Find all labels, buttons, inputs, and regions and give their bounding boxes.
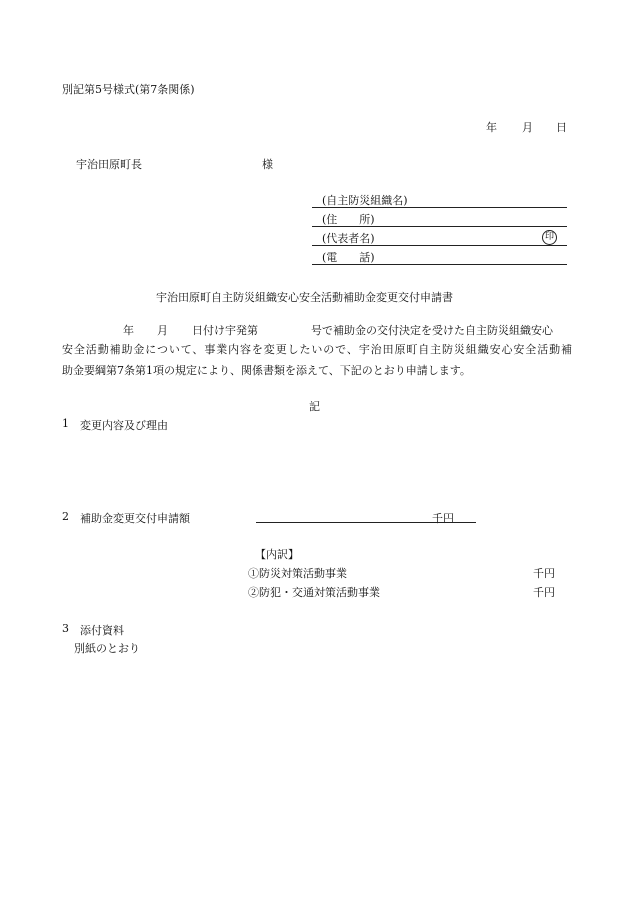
applicant-rep-label: (代表者名)	[322, 232, 375, 245]
document-title: 宇治田原町自主防災組織安心安全活動補助金変更交付申請書	[156, 291, 453, 304]
date-day: 日	[556, 121, 567, 134]
item2-unit: 千円	[432, 512, 454, 525]
body-month: 月	[157, 324, 168, 337]
applicant-org-label: (自主防災組織名)	[322, 194, 408, 207]
addressee-name: 宇治田原町長	[76, 158, 142, 171]
body-paragraph	[62, 339, 572, 381]
addressee-honorific: 様	[262, 158, 273, 171]
ki-heading: 記	[309, 400, 320, 413]
org-underline	[312, 207, 567, 208]
applicant-phone-label: (電 話)	[322, 251, 375, 264]
seal-mark: 印	[542, 230, 557, 245]
item3-label: 添付資料	[80, 624, 124, 637]
form-label: 別記第5号様式(第7条関係)	[62, 83, 195, 96]
body-line2: 安全活動補助金について、事業内容を変更したいので、宇治田原町自主防災組織安心安全活動補	[62, 343, 572, 356]
item3-note: 別紙のとおり	[74, 642, 140, 655]
date-month: 月	[522, 121, 533, 134]
date-year: 年	[486, 121, 497, 134]
item2-number: 2	[62, 510, 69, 523]
item3-number: 3	[62, 622, 69, 635]
phone-underline	[312, 264, 567, 265]
body-date-ref: 日付け宇発第	[192, 324, 258, 337]
item2-label: 補助金変更交付申請額	[80, 512, 190, 525]
rep-underline	[312, 245, 567, 246]
body-line1-rest: 号で補助金の交付決定を受けた自主防災組織安心	[311, 324, 553, 337]
body-line3: 助金要綱第7条第1項の規定により、関係書類を添えて、下記のとおり申請します。	[62, 364, 471, 377]
breakdown-row-unit: 千円	[533, 567, 555, 580]
breakdown-row-label: ②防犯・交通対策活動事業	[248, 586, 380, 599]
body-year: 年	[123, 324, 134, 337]
breakdown-header: 【内訳】	[255, 548, 299, 561]
breakdown-row-unit: 千円	[533, 586, 555, 599]
amount-underline	[256, 522, 476, 523]
breakdown-row-label: ①防災対策活動事業	[248, 567, 347, 580]
applicant-address-label: (住 所)	[322, 213, 375, 226]
address-underline	[312, 226, 567, 227]
item1-number: 1	[62, 417, 69, 430]
item1-label: 変更内容及び理由	[80, 419, 168, 432]
